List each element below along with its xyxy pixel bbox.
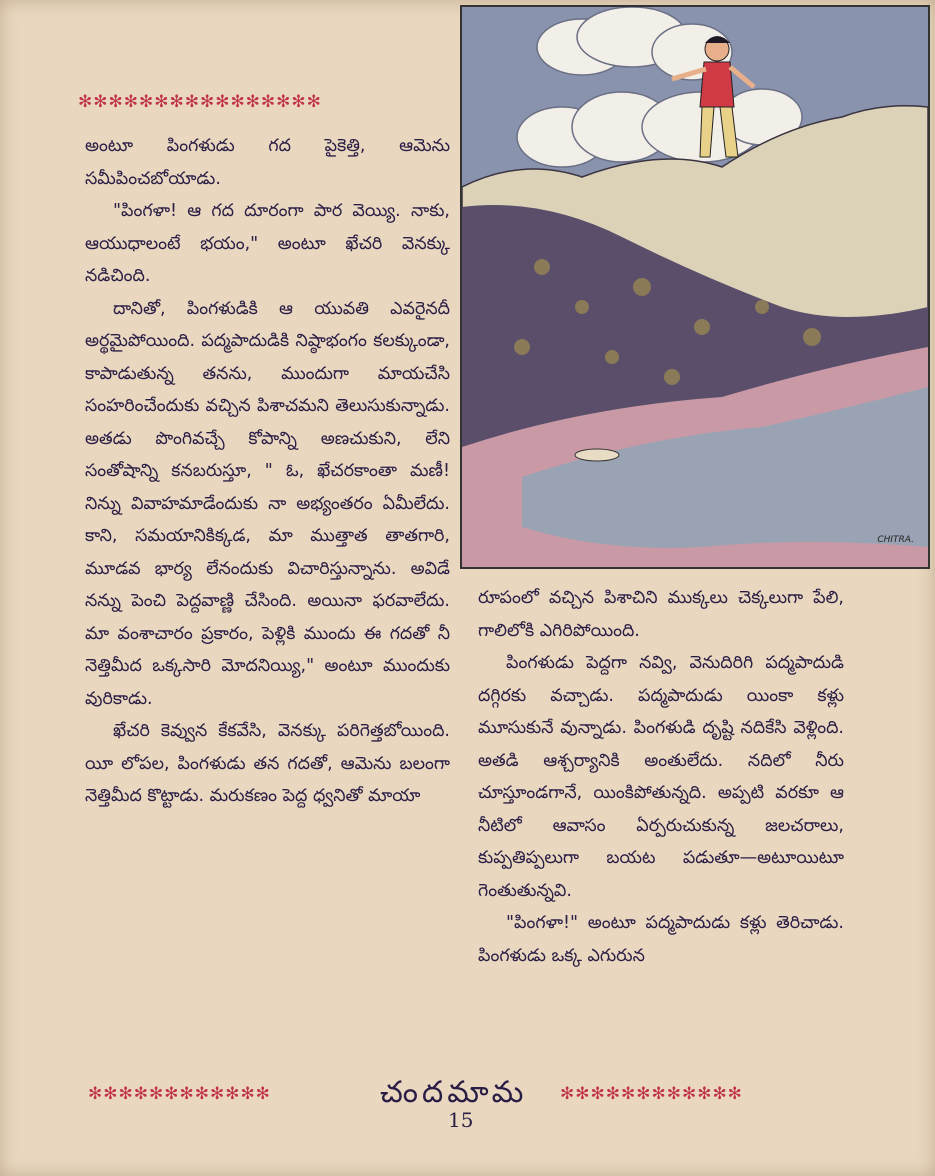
artist-signature: CHITRA. <box>877 535 914 545</box>
magazine-name: చందమామ <box>380 1075 528 1110</box>
paragraph: అంటూ పింగళుడు గద పైకెత్తి, ఆమెను సమీపించబోయాడు. <box>85 136 450 189</box>
right-text-column <box>478 582 844 972</box>
illustration-drawing <box>462 7 928 567</box>
paragraph: ఖేచరి కెవ్వున కేకవేసి, వెనక్కు పరిగెత్తబోయింది. యీ లోపల, పింగళుడు తన గదతో, ఆమెను బలంగా నెత్తిమీద కొట్టాడు. మరుకణం పెద్ద ధ్వనితో మాయా <box>85 721 450 806</box>
paragraph: పింగళుడు పెద్దగా నవ్వి, వెనుదిరిగి పద్మపాదుడి దగ్గిరకు వచ్చాడు. పద్మపాదుడు యింకా కళ్లు మూసుకునే వున్నాడు. పింగళుడి దృష్టి నదికేసి వెళ్లింది. అతడి ఆశ్చర్యానికి అంతులేదు. నదిలో నీరు చూస్తూండగానే, యింకిపోతున్నది. అప్పటి వరకూ ఆ నీటిలో ఆవాసం ఏర్పరుచుకున్న జలచరాలు, కుప్పతిప్పలుగా బయట పడుతూ—అటూయిటూ గెంతుతున్నవి. <box>478 653 844 901</box>
page-number: 15 <box>448 1108 474 1132</box>
paragraph: "పింగళా! ఆ గద దూరంగా పార వెయ్యి. నాకు, ఆయుధాలంటే భయం," అంటూ ఖేచరి వెనక్కు నడిచింది. <box>85 201 450 286</box>
header-ornament: ✻✻✻✻✻✻✻✻✻✻✻✻✻✻✻✻ <box>78 92 322 112</box>
story-illustration <box>460 5 930 569</box>
footer-ornament-right: ✻✻✻✻✻✻✻✻✻✻✻✻ <box>560 1084 743 1104</box>
paragraph: "పింగళా!" అంటూ పద్మపాదుడు కళ్లు తెరిచాడు. పింగళుడు ఒక్క ఎగురున <box>478 913 844 966</box>
left-text-column <box>85 130 450 813</box>
footer-ornament-left: ✻✻✻✻✻✻✻✻✻✻✻✻ <box>88 1084 271 1104</box>
paragraph: దానితో, పింగళుడికి ఆ యువతి ఎవరైనదీ అర్థమైపోయింది. పద్మపాదుడికి నిష్ఠాభంగం కలక్కుండా, కాపాడుతున్న తనను, ముందుగా మాయచేసి సంహరించేందుకు వచ్చిన పిశాచమని తెలుసుకున్నాడు. అతడు పొంగివచ్చే కోపాన్ని అణచుకుని, లేని సంతోషాన్ని కనబరుస్తూ, " ఓ, ఖేచరకాంతా మణీ! నిన్ను వివాహమాడేందుకు నా అభ్యంతరం ఏమీలేదు. కాని, సమయానికిక్కడ, మా ముత్తాత తాతగారి, మూడవ భార్య లేనందుకు విచారిస్తున్నాను. అవిడే నన్ను పెంచి పెద్దవాణ్ణి చేసింది. అయినా ఫరవాలేదు. మా వంశాచారం ప్రకారం, పెళ్లికి ముందు ఈ గదతో నీ నెత్తిమీద ఒక్కసారి మోదనియ్యి," అంటూ ముందుకు వురికాడు. <box>85 298 450 709</box>
paragraph: రూపంలో వచ్చిన పిశాచిని ముక్కలు చెక్కలుగా పేలి, గాలిలోకి ఎగిరిపోయింది. <box>478 588 844 641</box>
